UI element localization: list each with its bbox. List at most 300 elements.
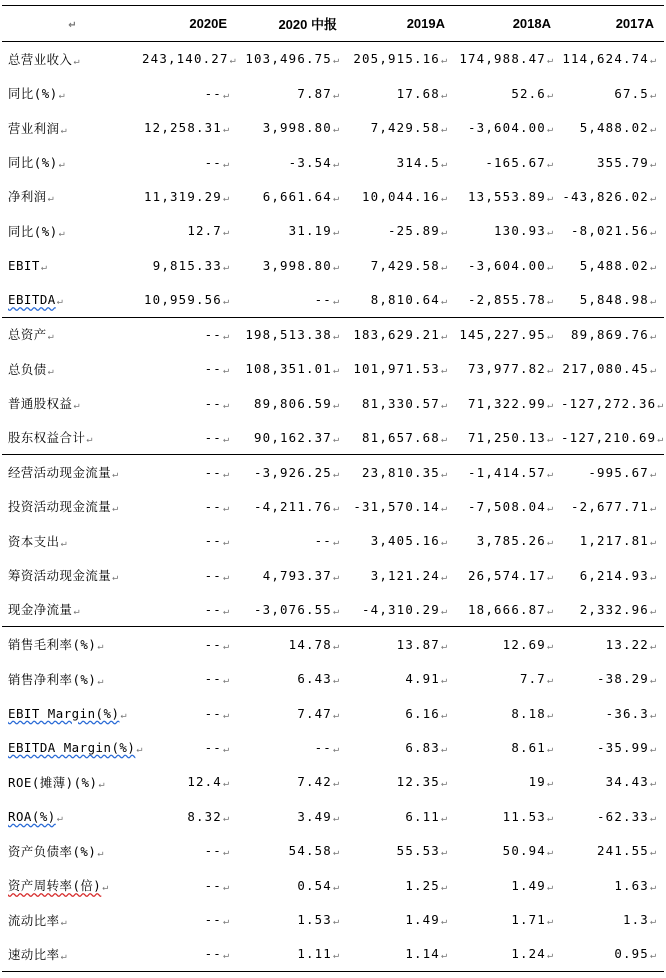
paragraph-mark: ↵ [649,950,656,962]
paragraph-mark: ↵ [440,227,447,239]
value-2020-interim [237,593,347,627]
cell-value: -- [204,877,222,893]
value-2018a [455,799,561,833]
value-2017a [561,868,664,902]
cell-value: 145,227.95 [459,326,546,342]
cell-value: -- [204,498,222,514]
value-2020-interim [237,937,347,971]
row-label [2,696,142,730]
row-label [2,902,142,936]
cell-value: 11,319.29 [144,188,222,204]
value-2018a [455,179,561,213]
paragraph-mark: ↵ [546,330,553,342]
paragraph-mark: ↵ [440,55,447,67]
paragraph-mark: ↵ [222,192,229,204]
cell-value: 18,666.87 [468,601,546,617]
paragraph-mark: ↵ [546,365,553,377]
value-2019a [347,489,455,523]
paragraph-mark: ↵ [332,950,339,962]
paragraph-mark: ↵ [440,640,447,652]
value-2018a [455,455,561,489]
paragraph-mark: ↵ [440,605,447,617]
value-2019a [347,248,455,282]
paragraph-mark: ↵ [546,675,553,687]
paragraph-mark: ↵ [546,192,553,204]
paragraph-mark: ↵ [649,709,656,721]
paragraph-mark: ↵ [649,55,656,67]
value-2017a [561,627,664,661]
paragraph-mark: ↵ [546,158,553,170]
value-2020e [142,696,237,730]
value-2019a [347,455,455,489]
paragraph-mark: ↵ [649,261,656,273]
cell-value: 8.32 [187,808,222,824]
paragraph-mark: ↵ [546,847,553,859]
cell-value: 6.43 [297,671,332,687]
row-label [2,765,142,799]
paragraph-mark: ↵ [98,778,105,790]
cell-value: 14.78 [288,636,332,652]
value-2020e [142,937,237,971]
cell-value: 71,250.13 [468,429,546,445]
value-2019a [347,317,455,351]
cell-value: 8.61 [511,739,546,755]
row-label-text: 同比(%) [8,155,58,171]
paragraph-mark: ↵ [332,571,339,583]
paragraph-mark: ↵ [649,778,656,790]
cell-value: -3,076.55 [254,601,332,617]
paragraph-mark: ↵ [58,90,65,102]
cell-value: 13.22 [605,636,649,652]
value-2019a [347,627,455,661]
value-2020e [142,455,237,489]
value-2019a [347,937,455,971]
cell-value: 89,869.76 [571,326,649,342]
value-2020-interim [237,283,347,317]
cell-value: 174,988.47 [459,51,546,67]
cell-value: 4.91 [405,671,440,687]
row-label [2,179,142,213]
value-2019a [347,730,455,764]
paragraph-mark: ↵ [546,640,553,652]
paragraph-mark: ↵ [546,571,553,583]
paragraph-mark: ↵ [546,812,553,824]
cell-value: -- [204,429,222,445]
cell-value: 1.71 [511,912,546,928]
value-2020-interim [237,558,347,592]
paragraph-mark: ↵ [97,847,104,859]
paragraph-mark: ↵ [332,640,339,652]
paragraph-mark: ↵ [332,330,339,342]
paragraph-mark: ↵ [332,468,339,480]
paragraph-mark: ↵ [332,605,339,617]
value-2019a [347,524,455,558]
paragraph-mark: ↵ [440,261,447,273]
table-row [2,455,664,489]
value-2020-interim [237,765,347,799]
paragraph-mark: ↵ [546,89,553,101]
paragraph-mark: ↵ [332,192,339,204]
cell-value: 0.95 [614,946,649,962]
row-label-text: EBIT Margin(%) [8,705,120,721]
cell-value: 1.53 [297,912,332,928]
paragraph-mark: ↵ [440,158,447,170]
paragraph-mark: ↵ [222,537,229,549]
paragraph-mark: ↵ [222,124,229,136]
value-2020e [142,42,237,76]
value-2018a [455,868,561,902]
table-row [2,317,664,351]
value-2017a [561,42,664,76]
paragraph-mark: ↵ [222,158,229,170]
paragraph-mark: ↵ [649,812,656,824]
value-2018a [455,524,561,558]
paragraph-mark: ↵ [332,365,339,377]
cell-value: -- [204,739,222,755]
value-2017a [561,248,664,282]
paragraph-mark: ↵ [222,399,229,411]
cell-value: 6.83 [405,739,440,755]
paragraph-mark: ↵ [102,882,109,894]
cell-value: 243,140.27 [142,51,229,67]
value-2018a [455,558,561,592]
cell-value: 55.53 [396,843,440,859]
value-2020e [142,76,237,110]
value-2017a [561,351,664,385]
value-2020-interim [237,627,347,661]
value-2017a [561,386,664,420]
row-label-text: 资产负债率(%) [8,843,97,859]
value-2018a [455,317,561,351]
paragraph-mark: ↵ [649,365,656,377]
row-label [2,834,142,868]
cell-value: 1.24 [511,946,546,962]
value-2019a [347,42,455,76]
paragraph-mark: ↵ [60,950,67,962]
cell-value: 12,258.31 [144,120,222,136]
value-2020e [142,179,237,213]
cell-value: -- [204,567,222,583]
paragraph-mark: ↵ [440,330,447,342]
cell-value: 205,915.16 [353,51,440,67]
value-2020-interim [237,386,347,420]
cell-value: 7.42 [297,774,332,790]
cell-value: -- [204,326,222,342]
cell-value: -4,310.29 [362,601,440,617]
cell-value: -1,414.57 [468,464,546,480]
header-row [2,6,664,42]
paragraph-mark: ↵ [546,605,553,617]
cell-value: 19 [528,774,546,790]
paragraph-mark: ↵ [222,468,229,480]
cell-value: 0.54 [297,877,332,893]
value-2019a [347,834,455,868]
cell-value: 103,496.75 [245,51,332,67]
value-2019a [347,765,455,799]
value-2020-interim [237,455,347,489]
paragraph-mark: ↵ [546,709,553,721]
paragraph-mark: ↵ [440,812,447,824]
cell-value: 7.7 [519,671,546,687]
value-2020-interim [237,902,347,936]
value-2020-interim [237,799,347,833]
value-2020-interim [237,179,347,213]
paragraph-mark: ↵ [440,89,447,101]
value-2020e [142,627,237,661]
paragraph-mark: ↵ [222,261,229,273]
value-2020e [142,730,237,764]
cell-value: 1,217.81 [579,533,649,549]
value-2020e [142,593,237,627]
cell-value: 81,330.57 [362,395,440,411]
cell-value: 241.55 [597,843,649,859]
cell-value: -- [204,361,222,377]
table-row [2,386,664,420]
value-2020e [142,386,237,420]
paragraph-mark: ↵ [546,399,553,411]
value-2020e [142,661,237,695]
cell-value: 67.5 [614,85,649,101]
table-row [2,283,664,317]
value-2018a [455,420,561,454]
value-2019a [347,76,455,110]
cell-value: -2,677.71 [571,498,649,514]
value-2019a [347,214,455,248]
cell-value: 12.69 [502,636,546,652]
header-2020-interim: 2020 中报 [237,6,347,42]
paragraph-mark: ↵ [546,55,553,67]
paragraph-mark: ↵ [649,571,656,583]
paragraph-mark: ↵ [47,331,54,343]
row-label [2,386,142,420]
paragraph-mark: ↵ [112,503,119,515]
value-2018a [455,593,561,627]
paragraph-mark: ↵ [546,433,553,445]
paragraph-mark: ↵ [332,916,339,928]
paragraph-mark: ↵ [97,641,104,653]
table-row [2,42,664,76]
value-2019a [347,110,455,144]
paragraph-mark: ↵ [120,709,127,721]
value-2020-interim [237,730,347,764]
paragraph-mark: ↵ [112,469,119,481]
paragraph-mark: ↵ [546,468,553,480]
paragraph-mark: ↵ [649,89,656,101]
paragraph-mark: ↵ [222,778,229,790]
value-2017a [561,110,664,144]
cell-value: 5,488.02 [579,120,649,136]
value-2017a [561,524,664,558]
row-label [2,799,142,833]
paragraph-mark: ↵ [546,881,553,893]
cell-value: -- [204,154,222,170]
value-2020-interim [237,317,347,351]
cell-value: -62.33 [597,808,649,824]
value-2020-interim [237,868,347,902]
table-row [2,110,664,144]
cell-value: 3,405.16 [370,533,440,549]
paragraph-mark: ↵ [546,502,553,514]
row-label-text: 总负债 [8,361,47,377]
value-2018a [455,351,561,385]
row-label [2,661,142,695]
row-label [2,283,142,317]
row-label-text: ROA(%) [8,808,56,824]
paragraph-mark: ↵ [546,916,553,928]
paragraph-mark: ↵ [332,847,339,859]
value-2020-interim [237,214,347,248]
value-2018a [455,765,561,799]
cell-value: 17.68 [396,85,440,101]
row-label-text: 营业利润 [8,120,60,136]
row-label-text: 资本支出 [8,533,60,549]
paragraph-mark: ↵ [546,743,553,755]
table-row [2,248,664,282]
row-label-text: 同比(%) [8,86,58,102]
table-body [2,42,664,972]
cell-value: 7,429.58 [370,120,440,136]
paragraph-mark: ↵ [440,399,447,411]
cell-value: -31,570.14 [353,498,440,514]
paragraph-mark: ↵ [332,296,339,308]
row-label-text: 销售净利率(%) [8,671,97,687]
cell-value: 54.58 [288,843,332,859]
cell-value: -43,826.02 [562,188,649,204]
cell-value: -- [204,705,222,721]
cell-value: -36.3 [605,705,649,721]
paragraph-mark: ↵ [222,743,229,755]
value-2019a [347,420,455,454]
value-2019a [347,351,455,385]
value-2020e [142,351,237,385]
cell-value: -3,604.00 [468,257,546,273]
table-row [2,489,664,523]
value-2017a [561,937,664,971]
row-label [2,524,142,558]
row-label-text: 销售毛利率(%) [8,637,97,653]
value-2020e [142,214,237,248]
value-2020e [142,420,237,454]
paragraph-mark: ↵ [332,881,339,893]
cell-value: 108,351.01 [245,361,332,377]
cell-value: -38.29 [597,671,649,687]
cell-value: 6,661.64 [262,188,332,204]
cell-value: 1.63 [614,877,649,893]
header-2020e: 2020E [142,6,237,42]
row-label-text: 速动比率 [8,946,60,962]
value-2019a [347,696,455,730]
paragraph-mark: ↵ [546,124,553,136]
value-2017a [561,76,664,110]
row-label-text: 普通股权益 [8,396,73,412]
paragraph-mark: ↵ [649,916,656,928]
cell-value: 3.49 [297,808,332,824]
paragraph-mark: ↵ [332,227,339,239]
value-2017a [561,145,664,179]
paragraph-mark: ↵ [332,743,339,755]
row-label [2,489,142,523]
value-2018a [455,214,561,248]
cell-value: 198,513.38 [245,326,332,342]
value-2017a [561,799,664,833]
paragraph-mark: ↵ [60,124,67,136]
table-row [2,593,664,627]
value-2019a [347,145,455,179]
cell-value: 23,810.35 [362,464,440,480]
header-2018a: 2018A [455,6,561,42]
paragraph-mark: ↵ [332,778,339,790]
value-2020e [142,145,237,179]
paragraph-mark: ↵ [222,640,229,652]
paragraph-mark: ↵ [47,365,54,377]
paragraph-mark: ↵ [649,502,656,514]
paragraph-mark: ↵ [440,433,447,445]
row-label [2,455,142,489]
paragraph-mark: ↵ [440,365,447,377]
paragraph-mark: ↵ [222,330,229,342]
paragraph-mark: ↵ [649,675,656,687]
cell-value: 1.3 [622,912,649,928]
paragraph-mark: ↵ [222,433,229,445]
value-2020e [142,558,237,592]
table-row [2,902,664,936]
cell-value: -- [204,601,222,617]
paragraph-mark: ↵ [332,158,339,170]
paragraph-mark: ↵ [440,296,447,308]
cell-value: -- [204,671,222,687]
paragraph-mark: ↵ [649,158,656,170]
table-row [2,730,664,764]
row-label [2,76,142,110]
value-2020e [142,524,237,558]
paragraph-mark: ↵ [546,261,553,273]
value-2020e [142,834,237,868]
cell-value: -- [314,533,332,549]
paragraph-mark: ↵ [649,296,656,308]
table-row [2,834,664,868]
cell-value: -7,508.04 [468,498,546,514]
row-label-text: EBITDA Margin(%) [8,739,136,755]
row-label-text: 净利润 [8,189,47,205]
value-2018a [455,696,561,730]
table-row [2,868,664,902]
paragraph-mark: ↵ [222,227,229,239]
cell-value: 183,629.21 [353,326,440,342]
value-2018a [455,730,561,764]
paragraph-mark: ↵ [649,537,656,549]
paragraph-mark: ↵ [60,916,67,928]
value-2020e [142,799,237,833]
paragraph-mark: ↵ [546,778,553,790]
paragraph-mark: ↵ [440,502,447,514]
paragraph-mark: ↵ [222,881,229,893]
paragraph-mark: ↵ [440,537,447,549]
row-label-text: 资产周转率(倍) [8,878,102,894]
paragraph-mark: ↵ [222,296,229,308]
table-row [2,214,664,248]
cell-value: -- [314,739,332,755]
cell-value: 355.79 [597,154,649,170]
cell-value: -8,021.56 [571,223,649,239]
value-2020-interim [237,524,347,558]
value-2020-interim [237,351,347,385]
cell-value: 34.43 [605,774,649,790]
paragraph-mark: ↵ [546,950,553,962]
paragraph-mark: ↵ [332,537,339,549]
value-2018a [455,283,561,317]
paragraph-mark: ↵ [332,261,339,273]
paragraph-mark: ↵ [332,502,339,514]
